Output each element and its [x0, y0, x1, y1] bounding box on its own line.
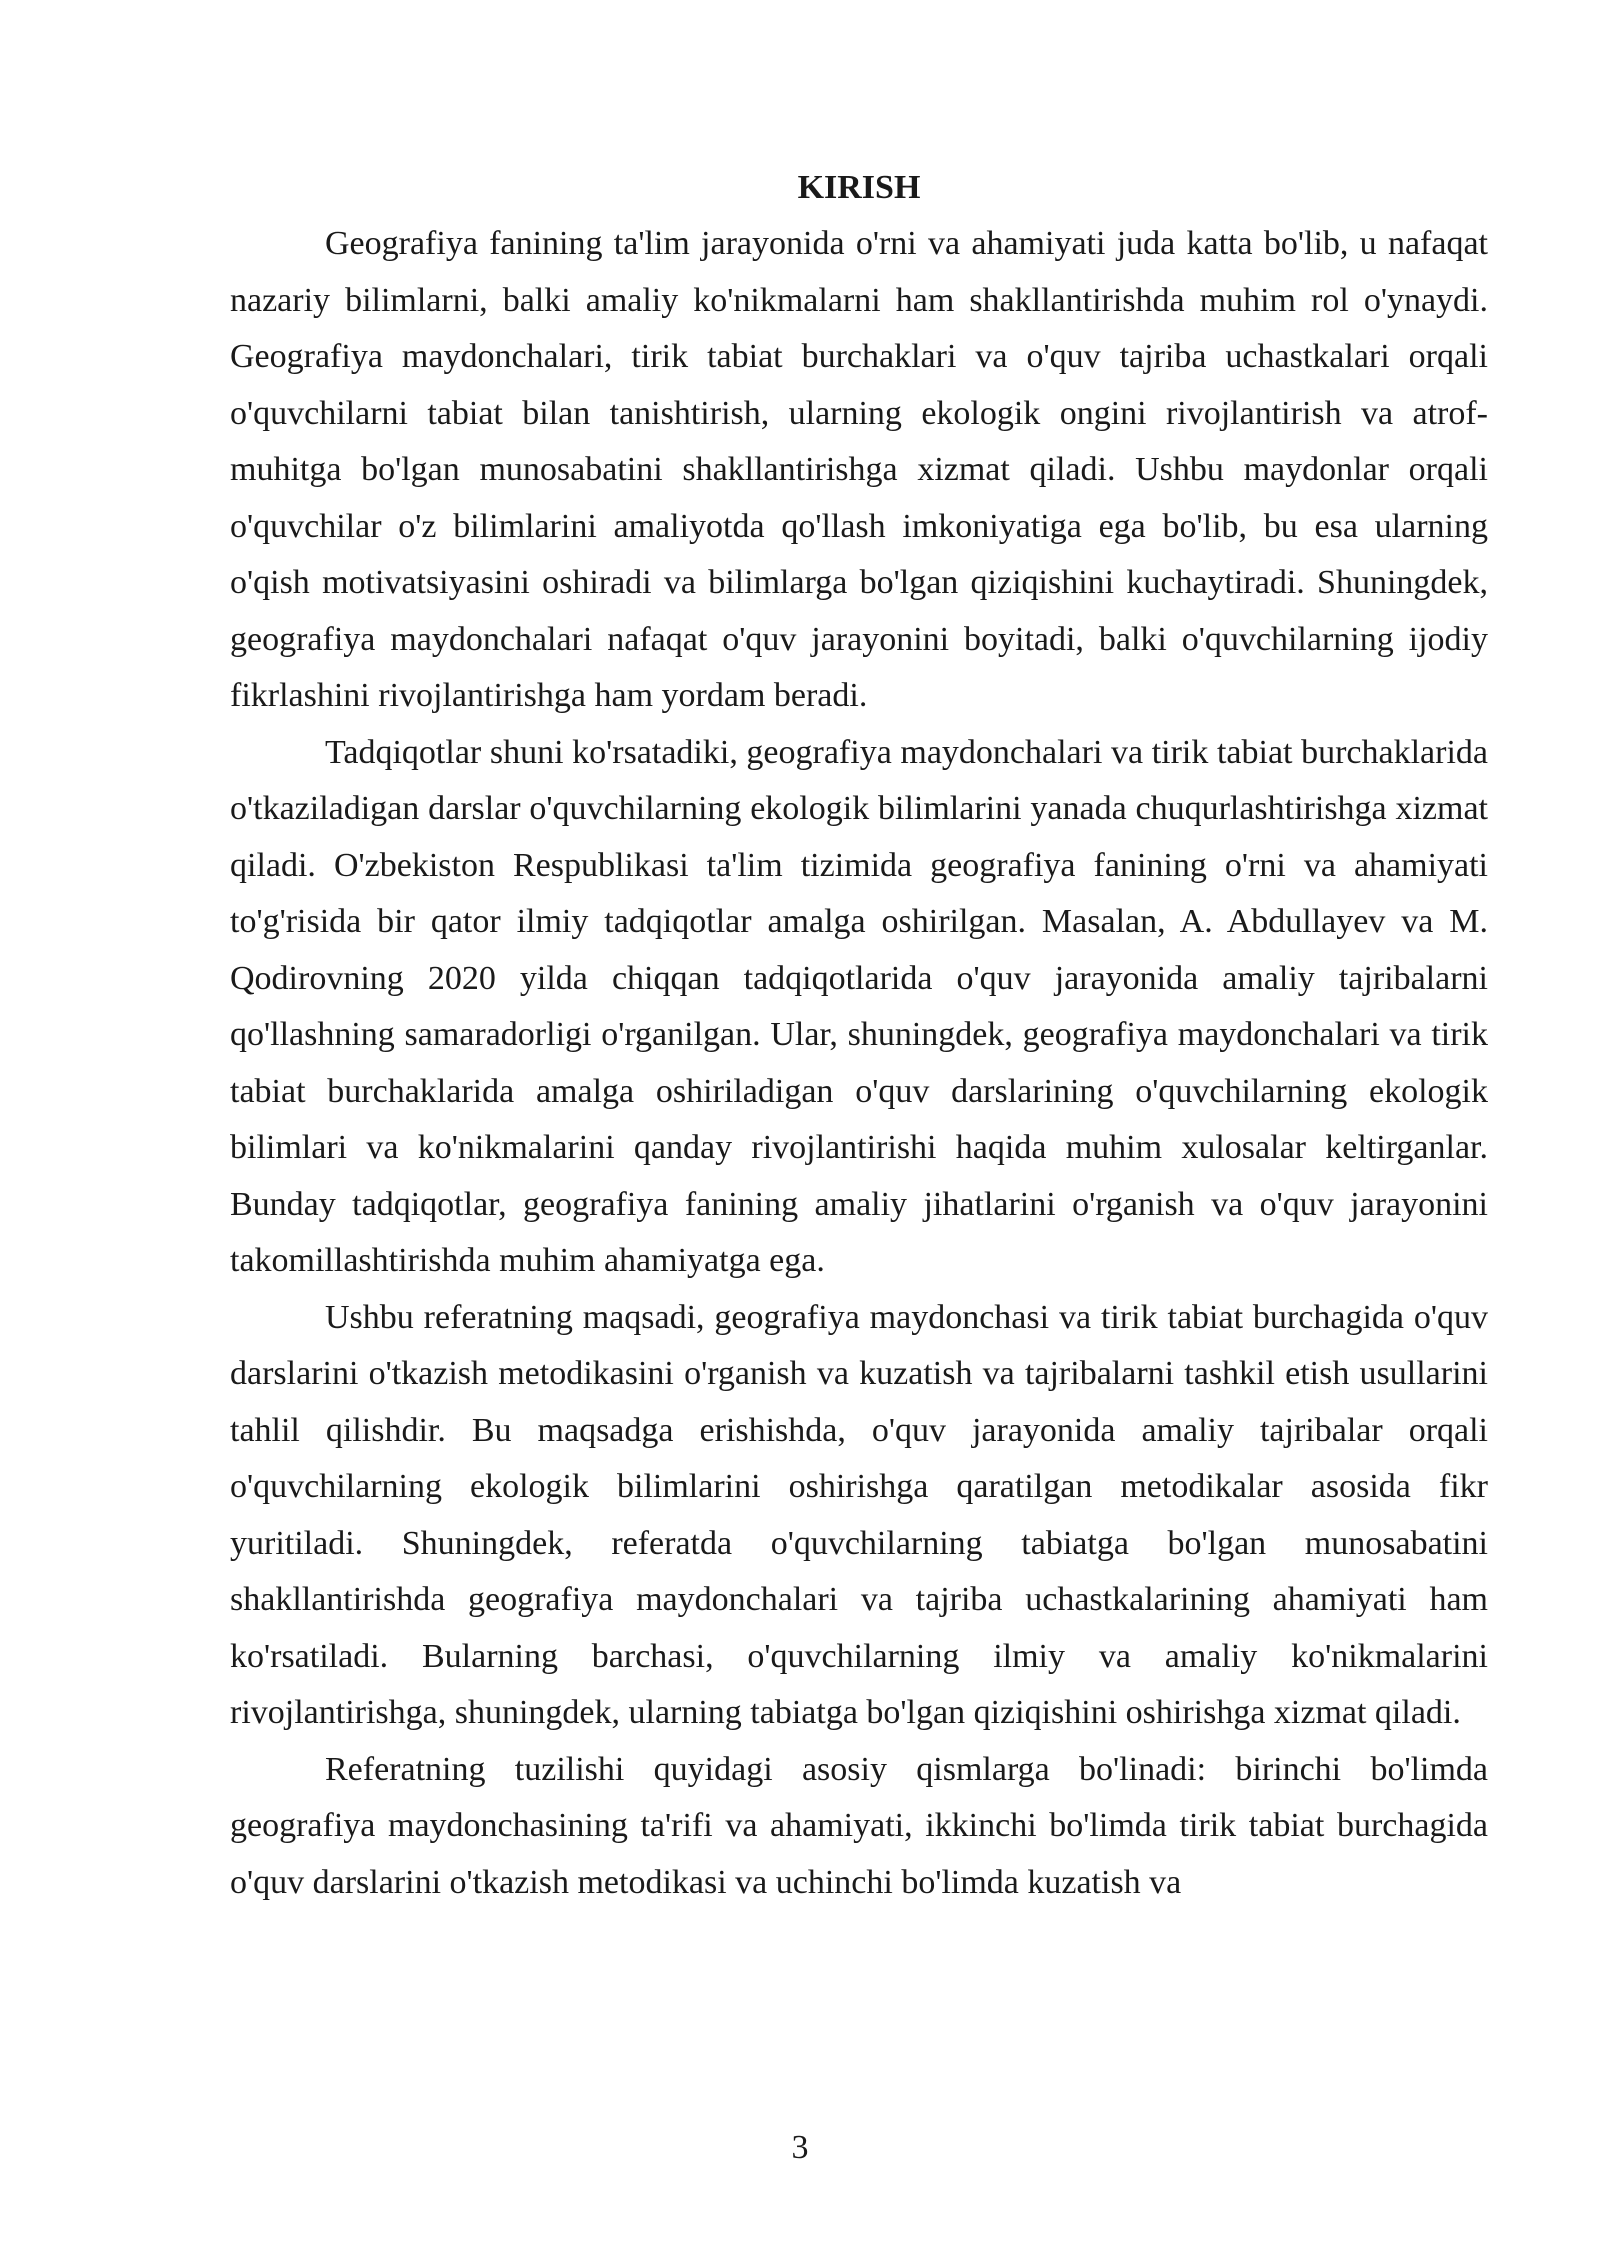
- paragraph-4: Referatning tuzilishi quyidagi asosiy qismlarga bo'linadi: birinchi bo'limda geografiya maydonchasining ta'rifi va ahamiyati, ikkinchi bo'limda tirik tabiat burchagida o'quv darslarini o'tkazish metodikasi va uchinchi bo'limda kuzatish va: [230, 1750, 1488, 1901]
- paragraph-2: Tadqiqotlar shuni ko'rsatadiki, geografiya maydonchalari va tirik tabiat burchaklarida o'tkaziladigan darslar o'quvchilarning ekologik bilimlarini yanada chuqurlashtirishga xizmat qiladi. O'zbekiston Respublikasi ta'lim tizimida geografiya fanining o'rni va ahamiyati to'g'risida bir qator ilmiy tadqiqotlar amalga oshirilgan. Masalan, A. Abdullayev va M. Qodirovning 2020 yilda chiqqan tadqiqotlarida o'quv jarayonida amaliy tajribalarni qo'llashning samaradorligi o'rganilgan. Ular, shuningdek, geografiya maydonchalari va tirik tabiat burchaklarida amalga oshiriladigan o'quv darslarining o'quvchilarning ekologik bilimlari va ko'nikmalarini qanday rivojlantirishi haqida muhim xulosalar keltirganlar. Bunday tadqiqotlar, geografiya fanining amaliy jihatlarini o'rganish va o'quv jarayonini takomillashtirishda muhim ahamiyatga ega.: [230, 733, 1488, 1279]
- page-number: 3: [791, 2129, 809, 2166]
- page-content: [230, 160, 1488, 1911]
- paragraph-1: Geografiya fanining ta'lim jarayonida o'rni va ahamiyati juda katta bo'lib, u nafaqat nazariy bilimlarni, balki amaliy ko'nikmalarni ham shakllantirishda muhim rol o'ynaydi. Geografiya maydonchalari, tirik tabiat burchaklari va o'quv tajriba uchastkalari orqali o'quvchilarni tabiat bilan tanishtirish, ularning ekologik ongini rivojlantirish va atrof-muhitga bo'lgan munosabatini shakllantirishga xizmat qiladi. Ushbu maydonlar orqali o'quvchilar o'z bilimlarini amaliyotda qo'llash imkoniyatiga ega bo'lib, bu esa ularning o'qish motivatsiyasini oshiradi va bilimlarga bo'lgan qiziqishini kuchaytiradi. Shuningdek, geografiya maydonchalari nafaqat o'quv jarayonini boyitadi, balki o'quvchilarning ijodiy fikrlashini rivojlantirishga ham yordam beradi.: [230, 225, 1488, 714]
- section-title: KIRISH: [797, 169, 921, 206]
- paragraph-3: Ushbu referatning maqsadi, geografiya maydonchasi va tirik tabiat burchagida o'quv darslarini o'tkazish metodikasini o'rganish va kuzatish va tajribalarni tashkil etish usullarini tahlil qilishdir. Bu maqsadga erishishda, o'quv jarayonida amaliy tajribalar orqali o'quvchilarning ekologik bilimlarini oshirishga qaratilgan metodikalar asosida fikr yuritiladi. Shuningdek, referatda o'quvchilarning tabiatga bo'lgan munosabatini shakllantirishda geografiya maydonchalari va tajriba uchastkalarining ahamiyati ham ko'rsatiladi. Bularning barchasi, o'quvchilarning ilmiy va amaliy ko'nikmalarini rivojlantirishga, shuningdek, ularning tabiatga bo'lgan qiziqishini oshirishga xizmat qiladi.: [230, 1298, 1488, 1731]
